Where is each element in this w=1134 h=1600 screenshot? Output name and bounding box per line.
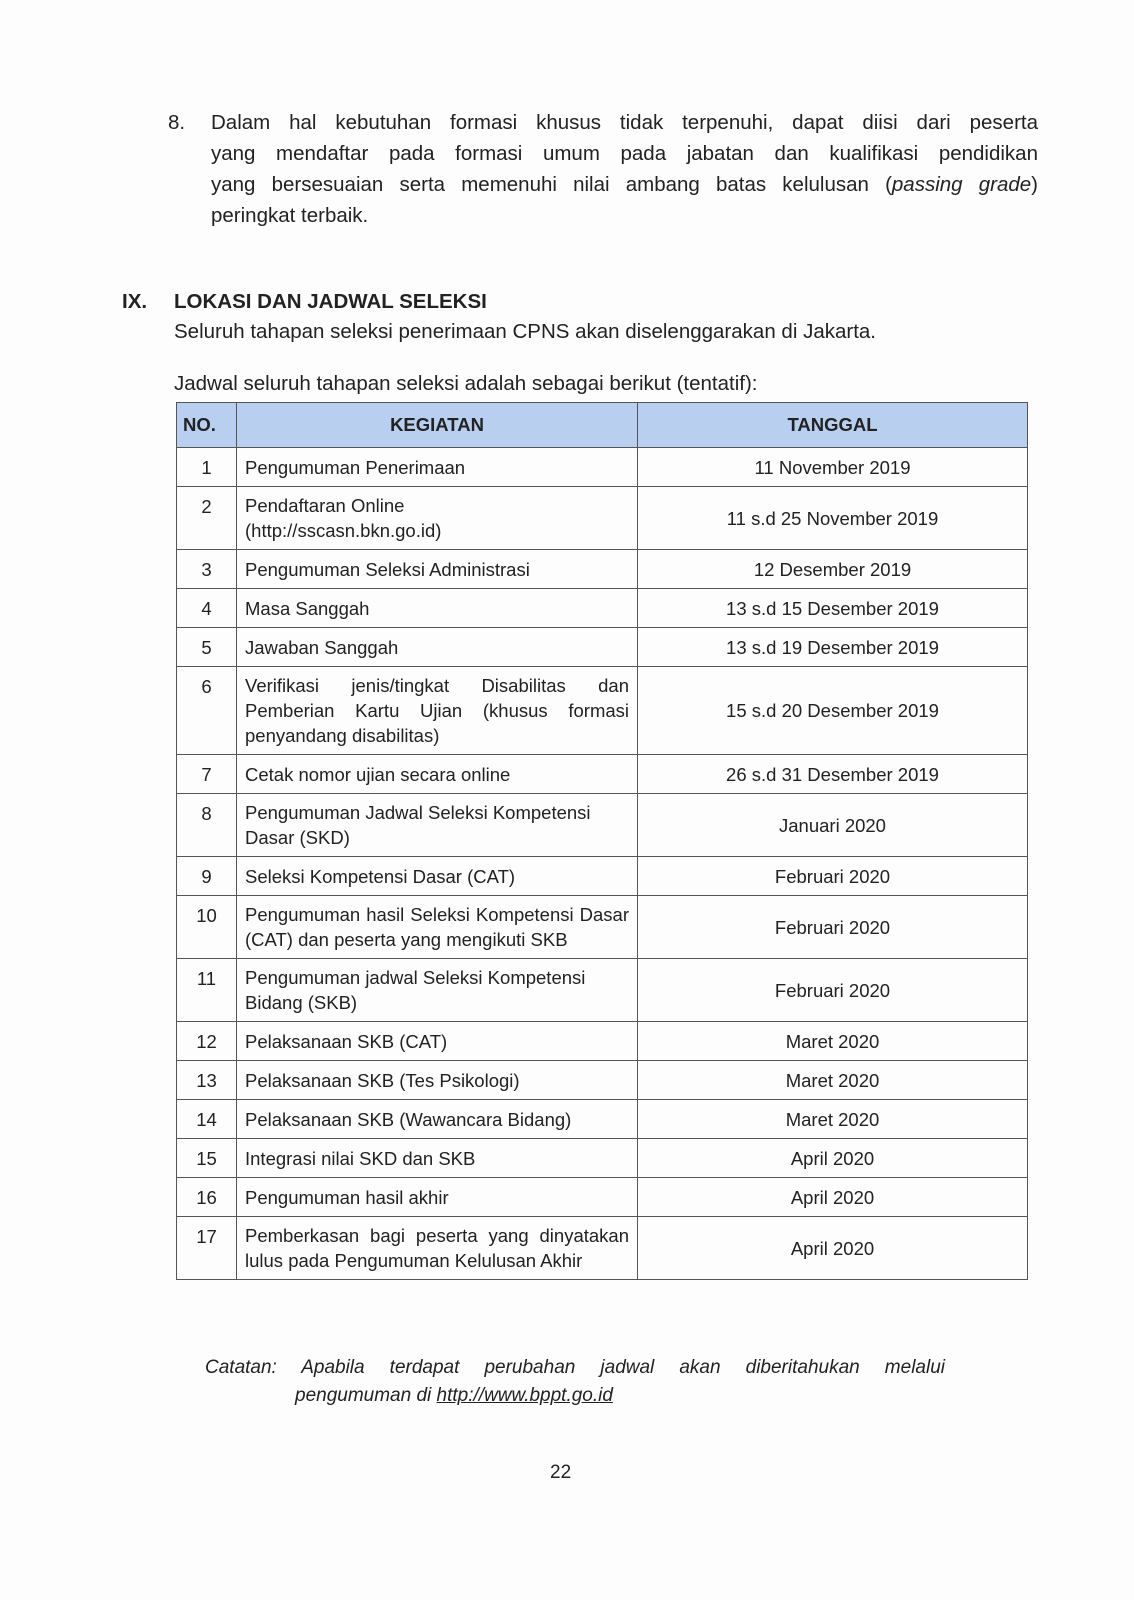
cell-no: 7: [177, 755, 237, 794]
cell-kegiatan: Pelaksanaan SKB (CAT): [237, 1022, 638, 1061]
table-header-row: [177, 403, 1028, 448]
table-row: [177, 896, 1028, 959]
cell-no: 15: [177, 1139, 237, 1178]
cell-tanggal: 15 s.d 20 Desember 2019: [638, 667, 1028, 755]
note-text: pengumuman di: [295, 1385, 437, 1406]
cell-tanggal: 13 s.d 15 Desember 2019: [638, 589, 1028, 628]
cell-tanggal: April 2020: [638, 1178, 1028, 1217]
cell-kegiatan: Pengumuman Seleksi Administrasi: [237, 550, 638, 589]
website-link[interactable]: http://www.bppt.go.id: [436, 1385, 613, 1406]
cell-kegiatan: Verifikasi jenis/tingkat Disabilitas dan Pemberian Kartu Ujian (khusus formasi penyandang disabilitas): [237, 667, 638, 755]
cell-tanggal: Maret 2020: [638, 1061, 1028, 1100]
paragraph-line: Dalam hal kebutuhan formasi khusus tidak terpenuhi, dapat diisi dari peserta: [211, 111, 1038, 134]
table-row: [177, 487, 1028, 550]
cell-kegiatan: Pelaksanaan SKB (Wawancara Bidang): [237, 1100, 638, 1139]
cell-tanggal: Februari 2020: [638, 896, 1028, 959]
cell-no: 4: [177, 589, 237, 628]
cell-kegiatan: Pengumuman hasil Seleksi Kompetensi Dasar (CAT) dan peserta yang mengikuti SKB: [237, 896, 638, 959]
cell-kegiatan: Masa Sanggah: [237, 589, 638, 628]
section-intro: Seluruh tahapan seleksi penerimaan CPNS akan diselenggarakan di Jakarta.: [174, 320, 876, 343]
table-row: [177, 589, 1028, 628]
cell-kegiatan: Cetak nomor ujian secara online: [237, 755, 638, 794]
table-row: [177, 1217, 1028, 1280]
list-item-8: [168, 107, 1038, 231]
paragraph-text: ): [1031, 173, 1038, 196]
cell-kegiatan: Integrasi nilai SKD dan SKB: [237, 1139, 638, 1178]
list-item-number: 8.: [168, 111, 186, 134]
table-row: [177, 755, 1028, 794]
cell-tanggal: 11 November 2019: [638, 448, 1028, 487]
italic-term: passing grade: [891, 173, 1032, 196]
cell-no: 9: [177, 857, 237, 896]
cell-kegiatan: Pengumuman Jadwal Seleksi Kompetensi Dasar (SKD): [237, 794, 638, 857]
cell-tanggal: 11 s.d 25 November 2019: [638, 487, 1028, 550]
table-row: [177, 1178, 1028, 1217]
cell-no: 1: [177, 448, 237, 487]
cell-kegiatan: Seleksi Kompetensi Dasar (CAT): [237, 857, 638, 896]
table-row: [177, 794, 1028, 857]
cell-tanggal: April 2020: [638, 1217, 1028, 1280]
section-heading: [122, 290, 487, 314]
header-tanggal: TANGGAL: [638, 403, 1028, 448]
cell-no: 8: [177, 794, 237, 857]
table-row: [177, 857, 1028, 896]
table-row: [177, 959, 1028, 1022]
table-row: [177, 550, 1028, 589]
cell-kegiatan: Pelaksanaan SKB (Tes Psikologi): [237, 1061, 638, 1100]
cell-no: 17: [177, 1217, 237, 1280]
cell-kegiatan: Pengumuman jadwal Seleksi Kompetensi Bidang (SKB): [237, 959, 638, 1022]
cell-kegiatan: Pengumuman hasil akhir: [237, 1178, 638, 1217]
cell-tanggal: April 2020: [638, 1139, 1028, 1178]
cell-no: 2: [177, 487, 237, 550]
cell-kegiatan: Pengumuman Penerimaan: [237, 448, 638, 487]
cell-tanggal: 13 s.d 19 Desember 2019: [638, 628, 1028, 667]
cell-no: 5: [177, 628, 237, 667]
cell-tanggal: Februari 2020: [638, 959, 1028, 1022]
cell-no: 10: [177, 896, 237, 959]
note-line: Catatan: Apabila terdapat perubahan jadwal akan diberitahukan melalui: [205, 1357, 945, 1378]
table-intro: Jadwal seluruh tahapan seleksi adalah sebagai berikut (tentatif):: [174, 372, 758, 395]
cell-kegiatan: Pendaftaran Online (http://sscasn.bkn.go.id): [237, 487, 638, 550]
page-number: 22: [550, 1462, 572, 1483]
header-kegiatan: KEGIATAN: [237, 403, 638, 448]
paragraph-line: peringkat terbaik.: [211, 204, 369, 227]
paragraph-line: [211, 169, 1038, 200]
note-line: [205, 1382, 945, 1410]
table-row: [177, 1100, 1028, 1139]
cell-tanggal: Februari 2020: [638, 857, 1028, 896]
cell-no: 12: [177, 1022, 237, 1061]
cell-tanggal: 12 Desember 2019: [638, 550, 1028, 589]
section-number: IX.: [122, 290, 148, 313]
header-no: NO.: [177, 403, 237, 448]
table-row: [177, 628, 1028, 667]
cell-tanggal: Januari 2020: [638, 794, 1028, 857]
cell-tanggal: Maret 2020: [638, 1100, 1028, 1139]
cell-tanggal: 26 s.d 31 Desember 2019: [638, 755, 1028, 794]
cell-no: 13: [177, 1061, 237, 1100]
cell-no: 6: [177, 667, 237, 755]
table-row: [177, 448, 1028, 487]
list-item-text: [211, 107, 1038, 231]
paragraph-text: yang bersesuaian serta memenuhi nilai ambang batas kelulusan (: [211, 173, 892, 196]
schedule-note: [205, 1354, 945, 1410]
cell-kegiatan: Jawaban Sanggah: [237, 628, 638, 667]
cell-no: 11: [177, 959, 237, 1022]
cell-no: 3: [177, 550, 237, 589]
section-title: LOKASI DAN JADWAL SELEKSI: [174, 290, 487, 313]
table-row: [177, 1061, 1028, 1100]
cell-no: 14: [177, 1100, 237, 1139]
cell-no: 16: [177, 1178, 237, 1217]
paragraph-line: yang mendaftar pada formasi umum pada jabatan dan kualifikasi pendidikan: [211, 142, 1038, 165]
table-row: [177, 1022, 1028, 1061]
table-row: [177, 667, 1028, 755]
cell-tanggal: Maret 2020: [638, 1022, 1028, 1061]
cell-kegiatan: Pemberkasan bagi peserta yang dinyatakan lulus pada Pengumuman Kelulusan Akhir: [237, 1217, 638, 1280]
table-row: [177, 1139, 1028, 1178]
schedule-table: [176, 402, 1028, 1280]
